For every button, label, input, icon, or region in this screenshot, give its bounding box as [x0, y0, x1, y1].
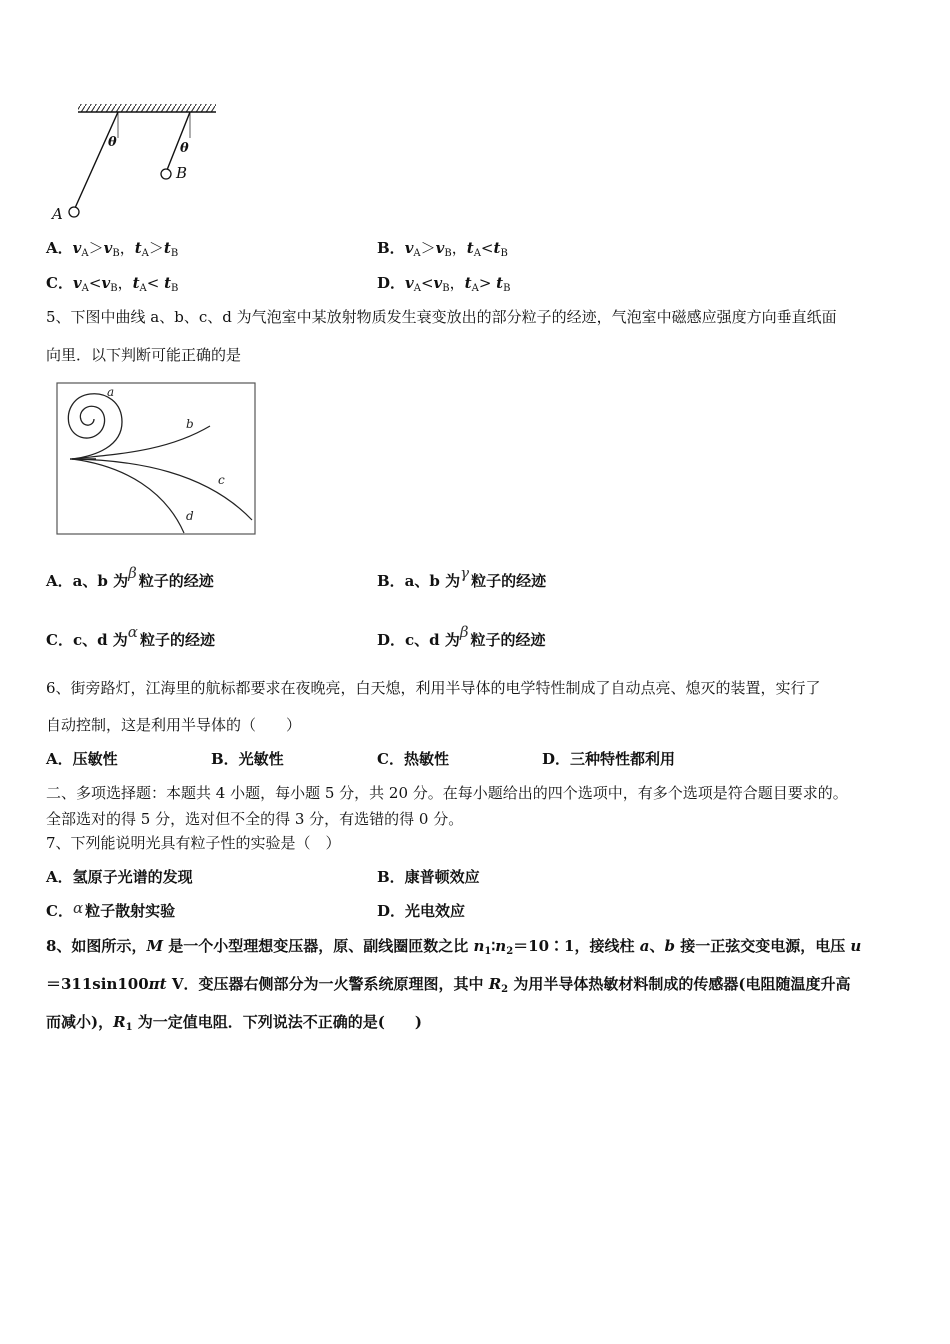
q6-stem-line1: 6、街旁路灯，江海里的航标都要求在夜晚亮，白天熄，利用半导体的电学特性制成了自动点亮、熄灭的装置，实行了	[46, 679, 821, 697]
q6-stem-line2: 自动控制，这是利用半导体的（ ）	[46, 716, 302, 734]
bob-b	[161, 169, 171, 179]
string-a	[75, 112, 118, 208]
q4-option-b: B．$v_A>v_B$，$t_A<t_B$	[377, 239, 508, 259]
angle-label-2: θ	[180, 141, 189, 156]
ceiling-hatch	[78, 104, 216, 112]
q5-option-a: A．a、b 为β 粒子的经迹	[46, 564, 214, 590]
q6-option-a: A．压敏性	[46, 750, 118, 768]
q5-option-c: C．c、d 为α 粒子的经迹	[46, 623, 215, 649]
angle-label-1: θ	[108, 135, 117, 150]
q4-option-c: C．$v_A<v_B$，$t_A< t_B$	[46, 274, 179, 294]
q7-option-a: A．氢原子光谱的发现	[46, 868, 193, 886]
q4-option-d: D．$v_A<v_B$，$t_A> t_B$	[377, 274, 511, 294]
q5-option-d: D．c、d 为β 粒子的经迹	[377, 623, 546, 649]
q7-option-d: D．光电效应	[377, 902, 466, 920]
q5-stem-line2: 向里．以下判断可能正确的是	[46, 346, 242, 364]
track-label-c: c	[218, 473, 225, 487]
label-a: A	[52, 205, 63, 223]
label-b: B	[176, 164, 188, 182]
q7-option-b: B．康普顿效应	[377, 868, 480, 886]
track-label-a: a	[107, 385, 115, 399]
q6-option-d: D．三种特性都利用	[542, 750, 676, 768]
bob-a	[69, 207, 79, 217]
section2-header-line2: 全部选对的得 5 分，选对但不全的得 3 分，有选错的得 0 分。	[46, 810, 464, 828]
q8-stem-line1: 8、如图所示，M 是一个小型理想变压器，原、副线圈匝数之比 $n_1∶n_2=10∶1$，接线柱 a、b 接一正弦交变电源，电压 u	[46, 937, 862, 957]
q6-option-c: C．热敏性	[377, 750, 449, 768]
q4-option-a: A．$v_A>v_B$，$t_A>t_B$	[46, 239, 179, 259]
section2-header-line1: 二、多项选择题：本题共 4 小题，每小题 5 分，共 20 分。在每小题给出的四个选项中，有多个选项是符合题目要求的。	[46, 784, 848, 802]
track-label-d: d	[186, 509, 194, 523]
q7-option-c: C．α 粒子散射实验	[46, 899, 176, 920]
track-label-b: b	[186, 417, 194, 431]
q8-stem-line2: ＝311sin100πt V．变压器右侧部分为一火警系统原理图，其中 $R_2$ 为用半导体热敏材料制成的传感器(电阻随温度升高	[46, 975, 851, 995]
pendulum-figure	[50, 98, 230, 226]
q5-option-b: B．a、b 为γ 粒子的经迹	[377, 564, 547, 590]
q5-stem-line1: 5、下图中曲线 a、b、c、d 为气泡室中某放射物质发生衰变放出的部分粒子的经迹，气泡室中磁感应强度方向垂直纸面	[46, 308, 837, 326]
bubble-chamber-figure	[56, 382, 258, 537]
q6-option-b: B．光敏性	[211, 750, 284, 768]
q7-stem: 7、下列能说明光具有粒子性的实验是（ ）	[46, 834, 341, 852]
q8-stem-line3: 而减小)，$R_1$ 为一定值电阻．下列说法不正确的是( )	[46, 1013, 422, 1033]
